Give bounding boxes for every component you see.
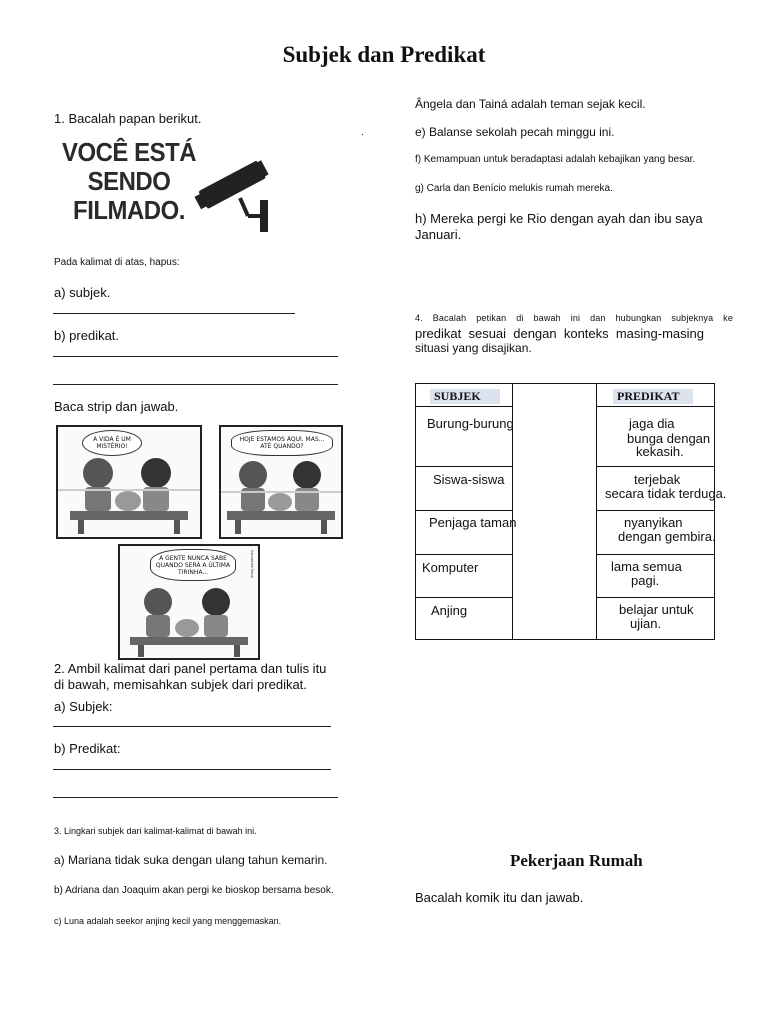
header-predikat: PREDIKAT — [613, 389, 693, 404]
question-4-line-3: situasi yang disajikan. — [415, 341, 532, 355]
sign-line-1: VOCÊ ESTÁ — [61, 137, 197, 167]
comic-characters — [120, 546, 258, 658]
homework-text: Bacalah komik itu dan jawab. — [415, 890, 584, 905]
predicate-cell[interactable]: ujian. — [630, 616, 662, 631]
header-subjek: SUBJEK — [430, 389, 500, 404]
predicate-cell[interactable]: pagi. — [631, 573, 660, 588]
sign-line-2: SENDO — [87, 166, 171, 196]
table-rule — [596, 466, 715, 467]
label-q2-predikat: b) Predikat: — [54, 741, 121, 756]
instruction-text: Pada kalimat di atas, hapus: — [54, 257, 180, 268]
question-4-line-1: 4. Bacalah petikan di bawah ini dan hubungkan subjeknya ke — [415, 313, 733, 323]
answer-line[interactable] — [53, 769, 331, 770]
comic-panel-3 — [118, 544, 260, 660]
subject-cell[interactable]: Komputer — [422, 560, 479, 575]
question-1: 1. Bacalah papan berikut. — [54, 111, 202, 126]
table-rule — [596, 597, 715, 598]
table-rule — [596, 554, 715, 555]
table-rule — [416, 406, 512, 407]
comic-panel-2 — [219, 425, 343, 539]
sentence-b: b) Adriana dan Joaquim akan pergi ke bioskop bersama besok. — [54, 885, 334, 896]
question-2-line-2: di bawah, memisahkan subjek dari predikat. — [54, 677, 307, 692]
predicate-cell[interactable]: terjebak — [634, 472, 681, 487]
table-rule — [596, 510, 715, 511]
table-rule — [416, 597, 512, 598]
comic-panel-1 — [56, 425, 202, 539]
sentence-h-line-2: Januari. — [415, 227, 462, 242]
table-rule — [416, 466, 512, 467]
predicate-cell[interactable]: belajar untuk — [619, 602, 694, 617]
question-2-line-1: 2. Ambil kalimat dari panel pertama dan tulis itu — [54, 661, 327, 676]
speech-bubble: A VIDA É UM MISTÉRIO! — [82, 430, 142, 456]
comic-characters — [58, 427, 200, 537]
answer-line[interactable] — [53, 356, 338, 357]
page-title: Subjek dan Predikat — [282, 42, 486, 67]
surveillance-sign — [60, 138, 280, 234]
label-q2-subjek: a) Subjek: — [54, 699, 113, 714]
answer-line[interactable] — [53, 313, 295, 314]
subject-cell[interactable]: Penjaga taman — [429, 515, 517, 530]
sentence-g: g) Carla dan Benício melukis rumah mereka. — [415, 183, 613, 194]
table-rule — [416, 510, 512, 511]
table-rule — [596, 406, 715, 407]
predicate-cell[interactable]: jaga dia — [629, 416, 675, 431]
stray-dot: . — [361, 127, 364, 138]
label-subjek: a) subjek. — [54, 285, 111, 300]
subject-cell[interactable]: Siswa-siswa — [433, 472, 505, 487]
speech-bubble: A GENTE NUNCA SABE QUANDO SERÁ A ÚLTIMA TIRINHA... — [150, 549, 236, 581]
speech-bubble: HOJE ESTAMOS AQUI. MAS... ATÉ QUANDO? — [231, 430, 333, 456]
predicate-cell[interactable]: bunga dengan — [627, 431, 711, 446]
question-3: 3. Lingkari subjek dari kalimat-kalimat di bawah ini. — [54, 826, 257, 836]
sentence-d: Ângela dan Tainá adalah teman sejak kecil. — [415, 97, 646, 111]
comic-characters — [221, 427, 341, 537]
predicate-cell[interactable]: nyanyikan — [624, 515, 683, 530]
table-divider — [596, 384, 597, 639]
label-predikat: b) predikat. — [54, 328, 120, 343]
answer-line[interactable] — [53, 797, 338, 798]
answer-line[interactable] — [53, 726, 331, 727]
sentence-c: c) Luna adalah seekor anjing kecil yang menggemaskan. — [54, 916, 282, 926]
sentence-e: e) Balanse sekolah pecah minggu ini. — [415, 125, 615, 139]
comic-credit: Alexandre Beck — [250, 550, 255, 579]
predicate-cell[interactable]: dengan gembira. — [618, 529, 716, 544]
sentence-h-line-1: h) Mereka pergi ke Rio dengan ayah dan ibu saya — [415, 211, 703, 226]
subject-cell[interactable]: Burung-burung — [427, 416, 514, 431]
strip-instruction: Baca strip dan jawab. — [54, 399, 179, 414]
homework-title: Pekerjaan Rumah — [510, 851, 643, 870]
sign-line-3: FILMADO. — [73, 195, 185, 225]
sign-text — [60, 138, 198, 225]
predicate-cell[interactable]: lama semua — [611, 559, 682, 574]
predicate-cell[interactable]: secara tidak terduga. — [605, 486, 727, 501]
sentence-f: f) Kemampuan untuk beradaptasi adalah kebajikan yang besar. — [415, 154, 696, 165]
answer-line[interactable] — [53, 384, 338, 385]
question-4-line-2: predikat sesuai dengan konteks masing-masing — [415, 326, 704, 341]
security-camera-icon — [188, 152, 280, 236]
table-rule — [416, 554, 512, 555]
predicate-cell[interactable]: kekasih. — [636, 444, 684, 459]
subject-cell[interactable]: Anjing — [431, 603, 468, 618]
sentence-a: a) Mariana tidak suka dengan ulang tahun kemarin. — [54, 853, 328, 867]
matching-table — [415, 383, 727, 640]
